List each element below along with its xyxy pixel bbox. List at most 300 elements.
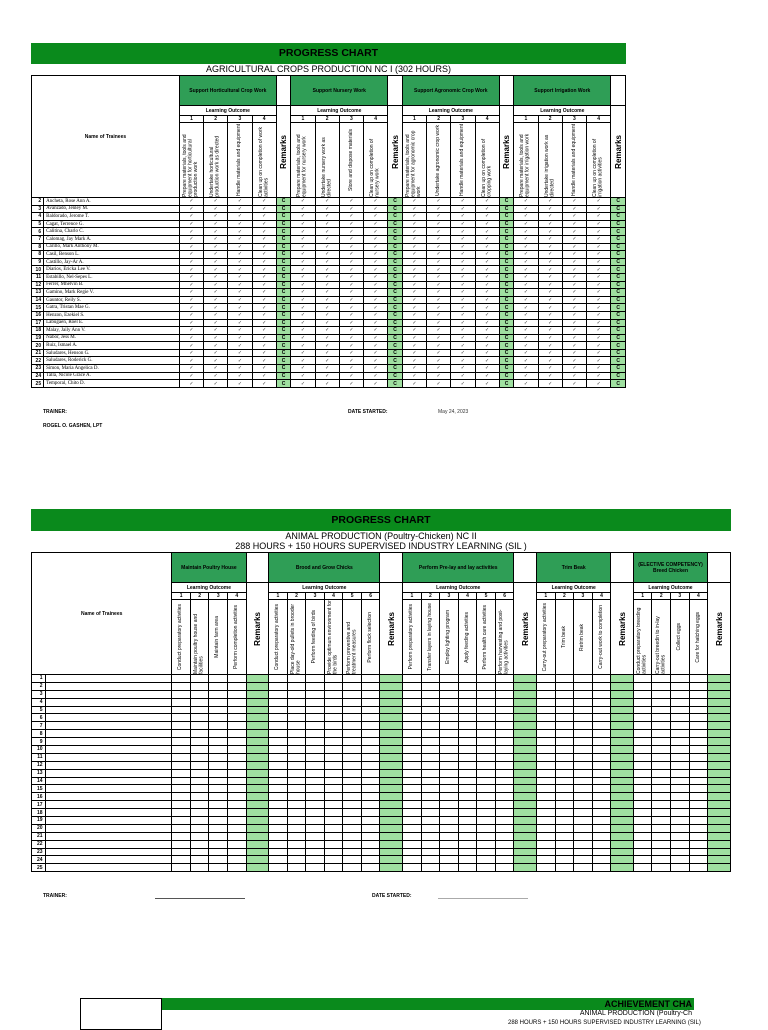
remarks-cell: C <box>611 380 626 388</box>
outcome-mark: ✓ <box>339 372 363 380</box>
outcome-text: Maintain farm area <box>214 616 221 658</box>
outcome-mark: ✓ <box>339 235 363 243</box>
outcome-description <box>315 123 339 198</box>
outcome-mark: ✓ <box>427 311 451 319</box>
outcome-mark <box>209 753 228 761</box>
outcome-mark: ✓ <box>451 220 475 228</box>
outcome-mark <box>458 785 477 793</box>
outcome-mark <box>537 824 556 832</box>
outcome-mark: ✓ <box>587 311 611 319</box>
remarks-cell: C <box>276 205 291 213</box>
outcome-mark <box>269 801 288 809</box>
outcome-mark <box>209 785 228 793</box>
outcome-mark: ✓ <box>451 228 475 236</box>
trainee-name: Saludares, Henson G. <box>44 349 180 357</box>
outcome-number: 4 <box>475 116 499 123</box>
outcome-description <box>574 600 593 675</box>
outcome-mark: ✓ <box>587 289 611 297</box>
outcome-mark <box>670 856 689 864</box>
outcome-mark <box>324 809 343 817</box>
remarks-cell: C <box>611 205 626 213</box>
remarks-cell <box>380 769 403 777</box>
row-number: 6 <box>32 714 46 722</box>
outcome-mark <box>440 746 459 754</box>
row-number: 1 <box>32 675 46 683</box>
outcome-mark: ✓ <box>402 205 426 213</box>
outcome-mark <box>592 777 611 785</box>
outcome-mark: ✓ <box>228 266 252 274</box>
outcome-mark <box>324 706 343 714</box>
outcome-mark <box>190 793 209 801</box>
outcome-mark: ✓ <box>228 258 252 266</box>
outcome-mark <box>477 753 496 761</box>
outcome-mark <box>361 675 380 683</box>
outcome-mark: ✓ <box>291 235 315 243</box>
outcome-mark <box>458 793 477 801</box>
outcome-mark <box>190 809 209 817</box>
table-row <box>32 349 626 357</box>
remarks-cell: C <box>276 266 291 274</box>
outcome-text: Care for hatching eggs <box>694 611 701 663</box>
outcome-mark <box>440 769 459 777</box>
outcome-mark: ✓ <box>204 228 228 236</box>
remarks-cell: C <box>276 327 291 335</box>
outcome-mark <box>421 848 440 856</box>
remarks-cell: C <box>276 213 291 221</box>
outcome-mark: ✓ <box>228 213 252 221</box>
remarks-cell <box>246 682 269 690</box>
outcome-mark: ✓ <box>228 235 252 243</box>
outcome-mark: ✓ <box>587 228 611 236</box>
outcome-mark <box>190 706 209 714</box>
row-number: 16 <box>32 793 46 801</box>
outcome-mark <box>343 832 362 840</box>
outcome-mark <box>555 777 574 785</box>
remarks-cell: C <box>611 251 626 259</box>
trainee-name: Avanzado, Jenley M. <box>44 205 180 213</box>
outcome-mark <box>403 698 422 706</box>
remarks-cell: C <box>611 281 626 289</box>
trainee-name: Talla, Nicole Grace A. <box>44 372 180 380</box>
achievement-chart-subtitle: ANIMAL PRODUCTION (Poultry-Ch <box>579 1010 692 1017</box>
outcome-mark <box>652 746 671 754</box>
outcome-mark: ✓ <box>252 281 276 289</box>
outcome-mark: ✓ <box>587 319 611 327</box>
trainee-name <box>45 722 172 730</box>
outcome-mark <box>190 714 209 722</box>
trainee-name <box>45 864 172 872</box>
outcome-mark <box>343 856 362 864</box>
outcome-mark: ✓ <box>427 251 451 259</box>
outcome-number: 1 <box>269 593 288 600</box>
row-number: 9 <box>32 738 46 746</box>
outcome-mark: ✓ <box>315 365 339 373</box>
outcome-mark <box>269 832 288 840</box>
remarks-cell: C <box>388 228 403 236</box>
outcome-mark: ✓ <box>475 251 499 259</box>
outcome-mark <box>592 730 611 738</box>
remarks-cell: C <box>388 349 403 357</box>
outcome-description <box>587 123 611 198</box>
outcome-mark <box>440 777 459 785</box>
outcome-mark: ✓ <box>179 235 203 243</box>
remarks-cell <box>708 824 731 832</box>
outcome-mark: ✓ <box>587 304 611 312</box>
outcome-mark <box>227 785 246 793</box>
outcome-mark: ✓ <box>587 365 611 373</box>
outcome-mark: ✓ <box>514 251 538 259</box>
outcome-description <box>252 123 276 198</box>
outcome-text: Perform preparatory activities <box>408 604 415 670</box>
outcome-mark <box>495 714 514 722</box>
outcome-number: 6 <box>361 593 380 600</box>
outcome-mark: ✓ <box>451 380 475 388</box>
outcome-mark <box>555 856 574 864</box>
remarks-cell <box>611 832 634 840</box>
outcome-mark <box>689 793 708 801</box>
outcome-mark: ✓ <box>252 273 276 281</box>
outcome-mark <box>421 746 440 754</box>
remarks-cell <box>611 675 634 683</box>
outcome-mark: ✓ <box>562 289 586 297</box>
outcome-mark <box>652 675 671 683</box>
trainee-name: Saludares, Roderick G. <box>44 357 180 365</box>
outcome-mark <box>477 675 496 683</box>
trainee-name: Diarios, Ericka Lee V. <box>44 266 180 274</box>
outcome-mark <box>495 785 514 793</box>
outcome-mark <box>477 698 496 706</box>
remarks-cell <box>246 809 269 817</box>
outcome-mark <box>440 817 459 825</box>
outcome-mark: ✓ <box>339 205 363 213</box>
remarks-cell <box>708 753 731 761</box>
outcome-mark: ✓ <box>538 251 562 259</box>
remarks-cell <box>380 682 403 690</box>
remarks-cell: C <box>276 342 291 350</box>
remarks-header <box>380 583 403 675</box>
outcome-mark: ✓ <box>204 243 228 251</box>
outcome-mark: ✓ <box>339 220 363 228</box>
remarks-cell <box>708 714 731 722</box>
outcome-description <box>538 123 562 198</box>
outcome-mark <box>421 706 440 714</box>
outcome-mark <box>421 824 440 832</box>
outcome-mark <box>670 832 689 840</box>
outcome-mark: ✓ <box>364 228 388 236</box>
outcome-mark <box>633 840 652 848</box>
outcome-description <box>287 600 306 675</box>
outcome-mark <box>477 777 496 785</box>
outcome-mark: ✓ <box>587 235 611 243</box>
remarks-cell: C <box>276 311 291 319</box>
outcome-mark: ✓ <box>475 235 499 243</box>
outcome-mark: ✓ <box>228 365 252 373</box>
outcome-mark <box>287 722 306 730</box>
outcome-mark <box>209 682 228 690</box>
remarks-cell <box>246 675 269 683</box>
outcome-mark: ✓ <box>538 266 562 274</box>
trainee-name: Gamino, Mark Regie V. <box>44 289 180 297</box>
outcome-mark: ✓ <box>204 251 228 259</box>
learning-outcome-label: Learning Outcome <box>269 583 380 593</box>
outcome-mark: ✓ <box>315 357 339 365</box>
row-number: 15 <box>32 785 46 793</box>
outcome-mark <box>537 840 556 848</box>
outcome-mark: ✓ <box>364 365 388 373</box>
outcome-mark: ✓ <box>538 342 562 350</box>
outcome-mark <box>633 682 652 690</box>
remarks-cell <box>611 738 634 746</box>
outcome-mark: ✓ <box>402 213 426 221</box>
outcome-text: Undertake irrigation work as directed <box>543 134 556 197</box>
outcome-mark: ✓ <box>451 198 475 206</box>
outcome-mark <box>324 824 343 832</box>
remarks-cell <box>514 730 537 738</box>
outcome-mark <box>537 864 556 872</box>
outcome-mark <box>209 738 228 746</box>
table-row <box>32 809 731 817</box>
outcome-mark <box>689 824 708 832</box>
outcome-mark <box>440 840 459 848</box>
outcome-mark: ✓ <box>252 372 276 380</box>
outcome-mark <box>421 785 440 793</box>
outcome-mark: ✓ <box>315 273 339 281</box>
outcome-mark <box>172 809 191 817</box>
remarks-cell <box>246 856 269 864</box>
row-number: 17 <box>32 319 44 327</box>
outcome-mark <box>689 864 708 872</box>
outcome-text: Conduct preparatory activities <box>274 603 281 671</box>
outcome-mark: ✓ <box>451 319 475 327</box>
outcome-mark: ✓ <box>228 304 252 312</box>
outcome-mark <box>361 832 380 840</box>
outcome-mark <box>287 753 306 761</box>
outcome-mark <box>269 682 288 690</box>
outcome-mark <box>495 706 514 714</box>
outcome-mark: ✓ <box>228 289 252 297</box>
outcome-description <box>403 600 422 675</box>
remarks-cell: C <box>611 213 626 221</box>
outcome-mark <box>477 761 496 769</box>
outcome-mark <box>361 864 380 872</box>
competency-header: (ELECTIVE COMPETENCY) Breed Chicken <box>633 553 707 583</box>
outcome-mark: ✓ <box>291 357 315 365</box>
outcome-mark <box>343 848 362 856</box>
remarks-cell: C <box>499 334 514 342</box>
outcome-mark: ✓ <box>291 334 315 342</box>
outcome-mark <box>670 848 689 856</box>
remarks-cell <box>380 832 403 840</box>
outcome-mark: ✓ <box>315 380 339 388</box>
outcome-mark <box>306 714 325 722</box>
table-row <box>32 753 731 761</box>
outcome-mark <box>287 682 306 690</box>
outcome-mark <box>269 675 288 683</box>
outcome-mark <box>495 675 514 683</box>
outcome-mark: ✓ <box>364 296 388 304</box>
outcome-mark <box>343 675 362 683</box>
outcome-mark: ✓ <box>538 319 562 327</box>
outcome-mark <box>458 801 477 809</box>
remarks-cell <box>708 682 731 690</box>
outcome-mark: ✓ <box>315 243 339 251</box>
trainee-name: Estabillo, Nel-Sepes L. <box>44 273 180 281</box>
remarks-cell <box>514 777 537 785</box>
remarks-cell <box>380 777 403 785</box>
outcome-mark: ✓ <box>451 243 475 251</box>
outcome-mark: ✓ <box>252 205 276 213</box>
outcome-mark <box>592 746 611 754</box>
outcome-mark <box>477 722 496 730</box>
trainee-name <box>45 785 172 793</box>
outcome-mark <box>574 777 593 785</box>
outcome-mark <box>689 730 708 738</box>
outcome-mark: ✓ <box>179 266 203 274</box>
outcome-mark: ✓ <box>364 334 388 342</box>
remarks-cell <box>708 817 731 825</box>
outcome-mark: ✓ <box>315 235 339 243</box>
outcome-number: 2 <box>555 593 574 600</box>
outcome-mark <box>592 848 611 856</box>
outcome-mark <box>458 722 477 730</box>
outcome-mark <box>458 714 477 722</box>
outcome-description <box>537 600 556 675</box>
outcome-mark <box>555 824 574 832</box>
outcome-mark <box>306 730 325 738</box>
outcome-mark <box>670 746 689 754</box>
table-row <box>32 746 731 754</box>
outcome-mark <box>652 714 671 722</box>
outcome-mark: ✓ <box>252 251 276 259</box>
remarks-cell: C <box>611 327 626 335</box>
row-number: 6 <box>32 228 44 236</box>
outcome-number: 4 <box>458 593 477 600</box>
outcome-mark: ✓ <box>252 258 276 266</box>
outcome-mark <box>361 698 380 706</box>
outcome-mark <box>306 801 325 809</box>
outcome-mark: ✓ <box>179 220 203 228</box>
table-row <box>32 228 626 236</box>
remarks-cell <box>246 746 269 754</box>
remarks-cell: C <box>276 357 291 365</box>
outcome-number: 4 <box>689 593 708 600</box>
outcome-mark <box>324 682 343 690</box>
outcome-mark: ✓ <box>179 304 203 312</box>
trainees-progress-table-2 <box>31 552 731 872</box>
outcome-mark: ✓ <box>514 296 538 304</box>
outcome-mark: ✓ <box>427 357 451 365</box>
remarks-text: Remarks <box>390 134 400 169</box>
outcome-mark: ✓ <box>252 319 276 327</box>
remarks-cell <box>246 840 269 848</box>
outcome-mark <box>477 746 496 754</box>
outcome-mark <box>574 769 593 777</box>
outcome-mark <box>227 864 246 872</box>
achievement-chart-title: ACHIEVEMENT CHA <box>604 999 692 1009</box>
remarks-cell: C <box>611 357 626 365</box>
outcome-mark: ✓ <box>427 205 451 213</box>
outcome-mark <box>287 777 306 785</box>
outcome-mark <box>306 809 325 817</box>
outcome-mark: ✓ <box>475 296 499 304</box>
remarks-cell: C <box>499 198 514 206</box>
outcome-mark: ✓ <box>291 319 315 327</box>
outcome-mark: ✓ <box>451 213 475 221</box>
outcome-mark: ✓ <box>291 198 315 206</box>
outcome-mark: ✓ <box>475 213 499 221</box>
outcome-mark <box>652 864 671 872</box>
outcome-mark: ✓ <box>562 220 586 228</box>
outcome-mark: ✓ <box>339 228 363 236</box>
remarks-cell <box>380 706 403 714</box>
remarks-cell <box>514 840 537 848</box>
table-row <box>32 714 731 722</box>
outcome-description <box>228 123 252 198</box>
outcome-mark: ✓ <box>451 258 475 266</box>
outcome-mark <box>209 722 228 730</box>
outcome-mark: ✓ <box>252 213 276 221</box>
remarks-cell <box>611 793 634 801</box>
outcome-mark <box>458 746 477 754</box>
outcome-mark <box>190 769 209 777</box>
outcome-mark <box>361 856 380 864</box>
outcome-number: 2 <box>538 116 562 123</box>
outcome-mark <box>209 809 228 817</box>
trainee-name <box>45 824 172 832</box>
outcome-mark <box>458 706 477 714</box>
remarks-cell: C <box>276 281 291 289</box>
outcome-mark <box>287 848 306 856</box>
outcome-mark <box>574 675 593 683</box>
outcome-mark: ✓ <box>514 273 538 281</box>
outcome-number: 3 <box>306 593 325 600</box>
trainee-name: Gauntor, Reily S. <box>44 296 180 304</box>
outcome-mark <box>306 832 325 840</box>
outcome-mark: ✓ <box>228 228 252 236</box>
outcome-mark: ✓ <box>364 266 388 274</box>
remarks-cell: C <box>276 372 291 380</box>
outcome-mark <box>458 848 477 856</box>
trainee-name: Simon, Maria Angelica D. <box>44 365 180 373</box>
row-number: 21 <box>32 832 46 840</box>
outcome-mark <box>670 840 689 848</box>
outcome-mark <box>403 675 422 683</box>
outcome-mark <box>633 675 652 683</box>
outcome-mark: ✓ <box>402 311 426 319</box>
outcome-description <box>402 123 426 198</box>
outcome-mark <box>403 746 422 754</box>
outcome-text: Perform flock selection <box>366 611 373 663</box>
outcome-mark: ✓ <box>291 365 315 373</box>
outcome-mark: ✓ <box>252 380 276 388</box>
outcome-mark: ✓ <box>204 205 228 213</box>
outcome-mark: ✓ <box>475 281 499 289</box>
outcome-mark <box>592 761 611 769</box>
table-row <box>32 289 626 297</box>
outcome-number: 3 <box>574 593 593 600</box>
outcome-mark <box>495 690 514 698</box>
outcome-mark <box>670 753 689 761</box>
outcome-mark: ✓ <box>339 357 363 365</box>
remarks-cell: C <box>388 243 403 251</box>
outcome-mark <box>227 761 246 769</box>
trainer-signature-line-2 <box>155 898 245 899</box>
spacer-cell <box>514 553 537 583</box>
outcome-mark: ✓ <box>562 296 586 304</box>
competency-header: Support Agronomic Crop Work <box>402 76 499 106</box>
outcome-mark <box>592 753 611 761</box>
outcome-mark <box>592 769 611 777</box>
